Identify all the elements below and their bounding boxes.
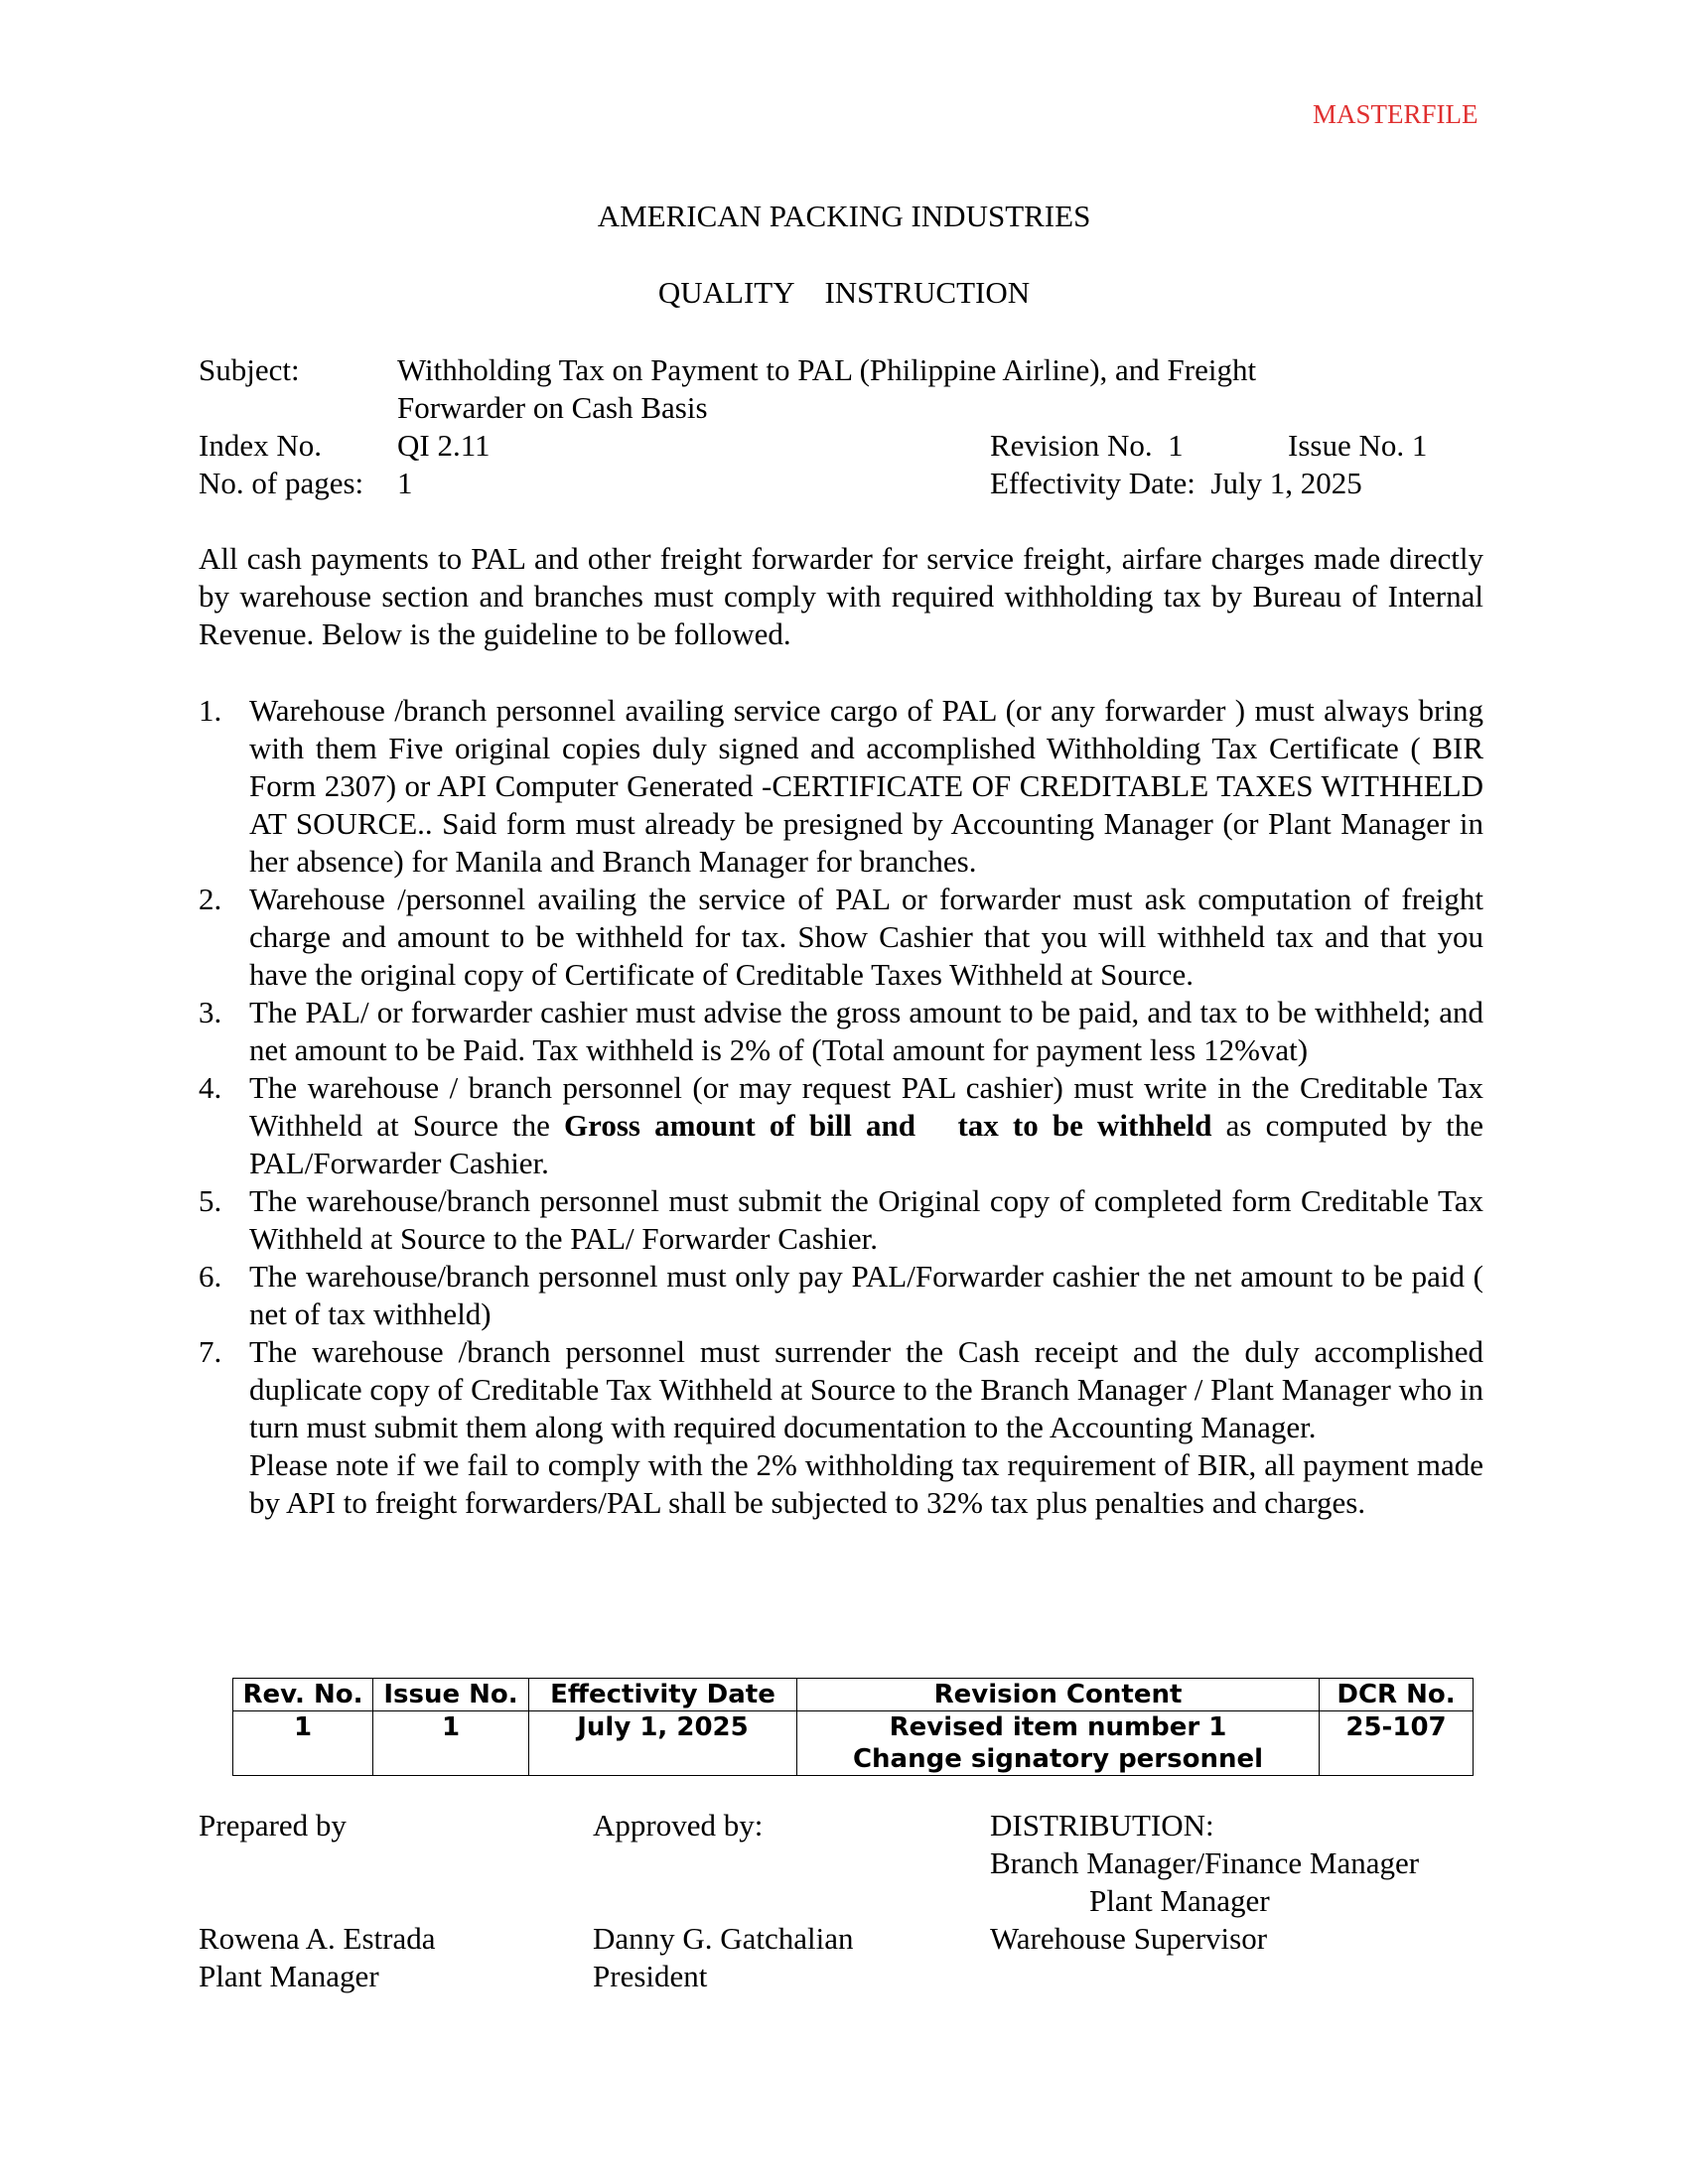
item-number: 5. [199,1183,222,1218]
index-label: Index No. [199,428,322,463]
prepared-by-label: Prepared by [199,1808,347,1843]
list-item [199,692,1483,881]
item-number: 7. [199,1334,222,1369]
item-number: 2. [199,882,222,916]
index-value: QI 2.11 [397,428,491,463]
company-name: AMERICAN PACKING INDUSTRIES [597,199,1091,233]
approved-by-label: Approved by: [593,1808,764,1843]
content-line-2: Change signatory personnel [852,1744,1264,1774]
item-text: The warehouse/branch personnel must submit the Original copy of completed form Creditable Tax Withheld at Source to the PAL/ Forwarder Cashier. [249,1183,1483,1256]
effectivity-date: Effectivity Date: July 1, 2025 [990,466,1362,500]
masterfile-stamp: MASTERFILE [1313,99,1478,129]
compliance-note [199,1446,1483,1522]
list-item [199,1258,1483,1333]
cell-rev: 1 [233,1711,373,1776]
distribution-label: DISTRIBUTION: [990,1808,1214,1843]
guideline-list [199,692,1483,1522]
approved-by-name: Danny G. Gatchalian [593,1921,854,1956]
item-text: Warehouse /personnel availing the service of PAL or forwarder must ask computation of freight charge and amount to be withheld for tax. Show Cashier that you will withheld tax and that you have the original copy of Certificate of Creditable Taxes Withheld at Source. [249,882,1483,992]
issue-number: Issue No. 1 [1288,428,1428,463]
list-item [199,994,1483,1069]
subject-label: Subject: [199,352,300,387]
note-text: Please note if we fail to comply with the 2% withholding tax requirement of BIR, all payment made by API to freight forwarders/PAL shall be subjected to 32% tax plus penalties and charges. [249,1447,1483,1520]
list-item [199,1182,1483,1258]
item-number: 1. [199,693,222,728]
content-line-1: Revised item number 1 [889,1712,1227,1742]
col-revision-content: Revision Content [797,1679,1320,1711]
distribution-item: Warehouse Supervisor [990,1921,1268,1956]
col-dcr-no: DCR No. [1320,1679,1474,1711]
cell-date: July 1, 2025 [529,1711,797,1776]
distribution-item: Plant Manager [1089,1883,1270,1918]
distribution-item: Branch Manager/Finance Manager [990,1845,1420,1880]
col-rev-no: Rev. No. [233,1679,373,1711]
prepared-by-name: Rowena A. Estrada [199,1921,436,1956]
cell-content [797,1711,1320,1776]
approved-by-title: President [593,1959,708,1993]
subject-line-2: Forwarder on Cash Basis [397,390,708,425]
pages-label: No. of pages: [199,466,364,500]
item-number: 6. [199,1259,222,1294]
item-text-end: as computed by the PAL/Forwarder Cashier. [249,1108,1483,1180]
cell-dcr: 25-107 [1320,1711,1474,1776]
prepared-by-title: Plant Manager [199,1959,379,1993]
item-text: The PAL/ or forwarder cashier must advise the gross amount to be paid, and tax to be withheld; and net amount to be Paid. Tax withheld is 2% of (Total amount for payment less 12%vat) [249,995,1483,1067]
item-text-start: The warehouse / branch personnel (or may request PAL cashier) must write in the Creditable Tax Withheld at Source the [249,1070,1483,1143]
list-item [199,1069,1483,1182]
revision-table [232,1678,1474,1776]
revision-number: Revision No. 1 [990,428,1184,463]
intro-paragraph: All cash payments to PAL and other freight forwarder for service freight, airfare charges made directly by warehouse section and branches must comply with required withholding tax by Bureau of Internal Revenue. Below is the guideline to be followed. [199,541,1483,651]
item-text: The warehouse /branch personnel must surrender the Cash receipt and the duly accomplished duplicate copy of Creditable Tax Withheld at Source to the Branch Manager / Plant Manager who in turn must submit them along with required documentation to the Accounting Manager. [249,1334,1483,1444]
item-number: 4. [199,1070,222,1105]
list-item [199,1333,1483,1446]
col-issue-no: Issue No. [373,1679,529,1711]
cell-issue: 1 [373,1711,529,1776]
pages-value: 1 [397,466,413,500]
table-header-row [233,1679,1474,1711]
subject-line-1: Withholding Tax on Payment to PAL (Philippine Airline), and Freight [397,352,1257,387]
item-text-bold: Gross amount of bill and tax to be withheld [564,1108,1212,1143]
list-item [199,881,1483,994]
item-text: The warehouse/branch personnel must only pay PAL/Forwarder cashier the net amount to be paid ( net of tax withheld) [249,1259,1483,1331]
col-effectivity-date: Effectivity Date [529,1679,797,1711]
item-number: 3. [199,995,222,1029]
table-row [233,1711,1474,1776]
document-type: QUALITY INSTRUCTION [657,275,1031,310]
item-text: Warehouse /branch personnel availing service cargo of PAL (or any forwarder ) must always bring with them Five original copies duly signed and accomplished Withholding Tax Certificate ( BIR Form 2307) or API Computer Generated -CERTIFICATE OF CREDITABLE TAXES WITHHELD AT SOURCE.. Said form must already be presigned by Accounting Manager (or Plant Manager in her absence) for Manila and Branch Manager for branches. [249,693,1483,879]
